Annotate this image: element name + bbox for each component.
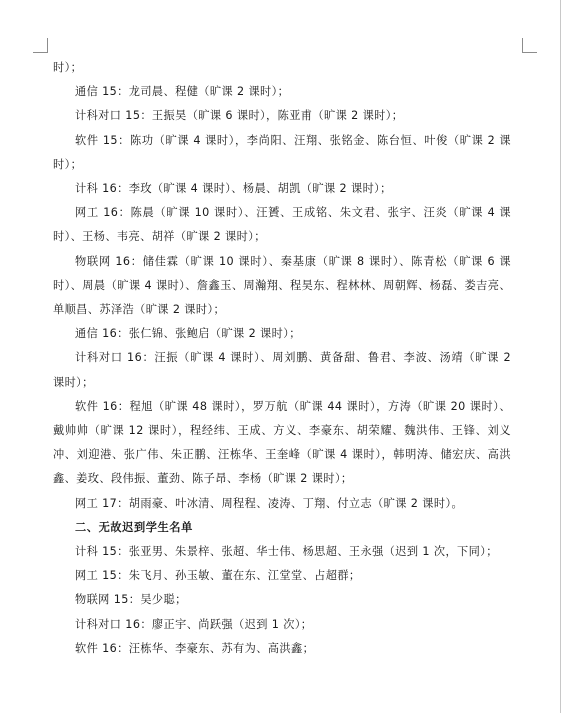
paragraph-jike-duikou-16: 计科对口 16：汪振（旷课 4 课时）、周刘鹏、黄备甜、鲁君、李波、汤靖（旷课 2 课时）； <box>53 351 511 389</box>
paragraph-jike-16: 计科 16：李玫（旷课 4 课时）、杨晨、胡凯（旷课 2 课时）； <box>75 182 392 196</box>
margin-mark-top-right <box>522 38 537 53</box>
late-wanggong-15: 网工 15：朱飞月、孙玉敏、董在东、江堂堂、占超群； <box>75 569 361 583</box>
paragraph-tongxin-16: 通信 16：张仁锦、张鲍启（旷课 2 课时）； <box>75 327 301 341</box>
paragraph-continuation: 时）； <box>53 61 83 74</box>
late-ruanjian-16: 软件 16：汪栋华、李豪东、苏有为、高洪鑫； <box>75 641 315 655</box>
late-jike-15: 计科 15：张亚男、朱景梓、张超、华士伟、杨思超、王永强（迟到 1 次，下同）； <box>75 545 498 559</box>
paragraph-tongxin-15: 通信 15：龙司晨、程健（旷课 2 课时）； <box>75 85 290 99</box>
margin-mark-top-left <box>33 38 48 53</box>
paragraph-ruanjian-16: 软件 16：程旭（旷课 48 课时），罗万航（旷课 44 课时），方涛（旷课 20 课时）、戴帅帅（旷课 12 课时），程经纬、王成、方义、李豪东、胡荣耀、魏洪伟、王锋、刘义冲、刘迎港、张广伟、朱正鹏、汪栋华、王奎峰（旷课 4 课时），韩明涛、储宏庆、高洪鑫、姜玫、段伟振、董劲、陈子昂、李杨（旷课 2 课时）； <box>53 399 511 486</box>
document-body <box>53 56 511 661</box>
paragraph-ruanjian-15: 软件 15：陈功（旷课 4 课时），李尚阳、汪翔、张铭金、陈台恒、叶俊（旷课 2 课时）； <box>53 133 511 171</box>
late-wulianwang-15: 物联网 15：吴少聪； <box>75 593 187 607</box>
paragraph-wulianwang-16: 物联网 16：储佳霖（旷课 10 课时）、秦基康（旷课 8 课时）、陈青松（旷课 6 课时）、周晨（旷课 4 课时）、詹鑫玉、周瀚翔、程昊东、程林林、周朝辉、杨磊、娄吉亮、单顺昌、苏泽浩（旷课 2 课时）； <box>53 254 511 317</box>
paragraph-jike-duikou-15: 计科对口 15：王振昊（旷课 6 课时），陈亚甫（旷课 2 课时）； <box>75 109 404 123</box>
paragraph-wanggong-16: 网工 16：陈晨（旷课 10 课时）、汪贇、王成铭、朱文君、张宇、汪炎（旷课 4 课时）、王杨、韦亮、胡祥（旷课 2 课时）； <box>53 206 511 244</box>
paragraph-wanggong-17: 网工 17：胡雨豪、叶冰清、周程程、凌涛、丁翔、付立志（旷课 2 课时）。 <box>75 496 464 510</box>
section-heading-late: 二、无故迟到学生名单 <box>75 520 193 534</box>
late-jike-duikou-16: 计科对口 16：廖正宇、尚跃强（迟到 1 次）； <box>75 617 313 631</box>
